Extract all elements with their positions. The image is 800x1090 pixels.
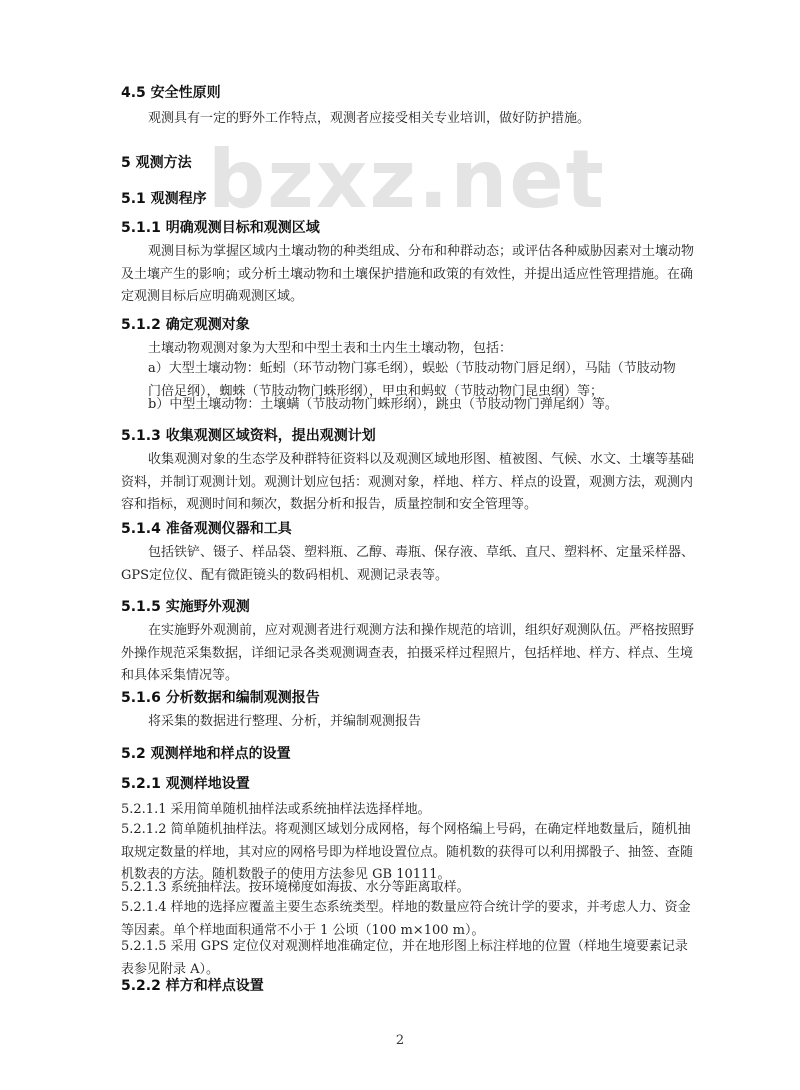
paragraph-5-1-3: 收集观测对象的生态学及种群特征资料以及观测区域地形图、植被图、气候、水文、土壤等基础资料，并制订观测计划。观测计划应包括：观测对象，样地、样方、样点的设置，观测方法，观测内容和指标，观测时间和频次，数据分析和报告，质量控制和安全管理等。 bbox=[121, 452, 695, 512]
clause-5-2-1-1: 5.2.1.1 采用简单随机抽样法或系统抽样法选择样地。 bbox=[121, 802, 431, 817]
watermark: bzxz.net bbox=[208, 133, 606, 226]
section-heading-5-1-3: 5.1.3 收集观测区域资料，提出观测计划 bbox=[121, 428, 376, 444]
section-heading-5-1-1: 5.1.1 明确观测目标和观测区域 bbox=[121, 220, 320, 236]
paragraph-5-1-5: 在实施野外观测前，应对观测者进行观测方法和操作规范的培训，组织好观测队伍。严格按照野外操作规范采集数据，详细记录各类观测调查表，拍摄采样过程照片，包括样地、样方、样点、生境和具体采集情况等。 bbox=[121, 623, 695, 683]
paragraph-5-1-2: 土壤动物观测对象为大型和中型土表和土内生土壤动物，包括： bbox=[148, 341, 513, 356]
paragraph-4-5: 观测具有一定的野外工作特点，观测者应接受相关专业培训，做好防护措施。 bbox=[148, 111, 591, 126]
section-heading-5-1-6: 5.1.6 分析数据和编制观测报告 bbox=[121, 690, 320, 706]
paragraph-5-1-6: 将采集的数据进行整理、分析，并编制观测报告 bbox=[148, 714, 422, 729]
section-heading-5-1-5: 5.1.5 实施野外观测 bbox=[121, 599, 250, 615]
section-heading-5-1: 5.1 观测程序 bbox=[121, 191, 207, 207]
paragraph-5-1-1: 观测目标为掌握区域内土壤动物的种类组成、分布和种群动态；或评估各种威胁因素对土壤动物及土壤产生的影响；或分析土壤动物和土壤保护措施和政策的有效性，并提出适应性管理措施。在确定观测目标后应明确观测区域。 bbox=[121, 244, 695, 304]
list-item-a: a）大型土壤动物：蚯蚓（环节动物门寡毛纲），蜈蚣（节肢动物门唇足纲），马陆（节肢动物门倍足纲），蜘蛛（节肢动物门蛛形纲），甲虫和蚂蚁（节肢动物门昆虫纲）等； bbox=[148, 361, 676, 399]
page-number: 2 bbox=[395, 1033, 405, 1048]
section-heading-5-2-1: 5.2.1 观测样地设置 bbox=[121, 776, 250, 792]
section-heading-5-2-2: 5.2.2 样方和样点设置 bbox=[121, 978, 264, 994]
section-heading-5-1-4: 5.1.4 准备观测仪器和工具 bbox=[121, 521, 292, 537]
section-heading-5: 5 观测方法 bbox=[121, 155, 192, 171]
list-item-b: b）中型土壤动物：土壤螨（节肢动物门蛛形纲），跳虫（节肢动物门弹尾纲）等。 bbox=[148, 397, 618, 412]
clause-5-2-1-4: 5.2.1.4 样地的选择应覆盖主要生态系统类型。样地的数量应符合统计学的要求，并考虑人力、资金等因素。单个样地面积通常不小于 1 公顷（100 m×100 m）。 bbox=[121, 900, 691, 938]
clause-5-2-1-5: 5.2.1.5 采用 GPS 定位仪对观测样地准确定位，并在地形图上标注样地的位置（样地生境要素记录表参见附录 A）。 bbox=[121, 939, 688, 977]
clause-5-2-1-2: 5.2.1.2 简单随机抽样法。将观测区域划分成网格，每个网格编上号码，在确定样地数量后，随机抽取规定数量的样地，其对应的网格号即为样地设置位点。随机数的获得可以利用掷骰子、抽签、查随机数表的方法。随机数骰子的使用方法参见 GB 10111。 bbox=[121, 822, 694, 882]
section-heading-4-5: 4.5 安全性原则 bbox=[121, 85, 221, 101]
paragraph-5-1-4: 包括铁铲、镊子、样品袋、塑料瓶、乙醇、毒瓶、保存液、草纸、直尺、塑料杯、定量采样器、GPS定位仪、配有微距镜头的数码相机、观测记录表等。 bbox=[121, 545, 695, 583]
clause-5-2-1-3: 5.2.1.3 系统抽样法。按环境梯度如海拔、水分等距离取样。 bbox=[121, 880, 470, 895]
section-heading-5-1-2: 5.1.2 确定观测对象 bbox=[121, 317, 250, 333]
section-heading-5-2: 5.2 观测样地和样点的设置 bbox=[121, 746, 291, 762]
